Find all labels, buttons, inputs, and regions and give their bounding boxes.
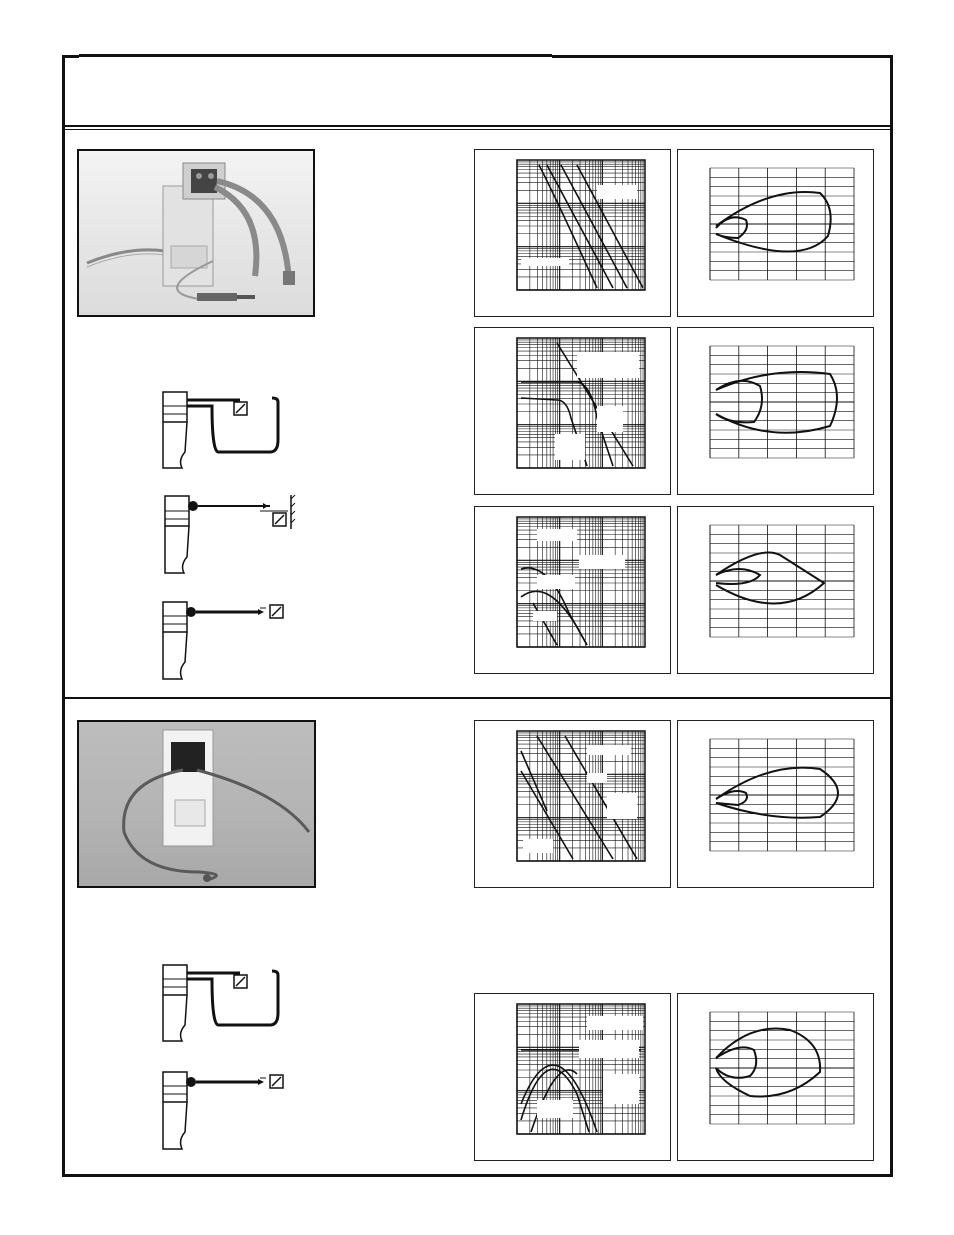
label-area [587, 1016, 643, 1030]
label-area [537, 1100, 573, 1118]
product-photo-steel-cables [77, 149, 315, 317]
label-area [523, 839, 553, 853]
label-area [587, 773, 607, 783]
opposed-mode-diagram-2 [160, 1070, 300, 1152]
excess-gain-graph-1 [474, 149, 671, 317]
plot-area [517, 517, 645, 647]
section-divider [64, 697, 890, 699]
beam-pattern-graph-4 [677, 720, 874, 888]
label-area [577, 352, 639, 378]
excess-gain-graph-2 [474, 327, 671, 495]
label-area [597, 185, 637, 199]
label-area [533, 611, 557, 621]
label-area [579, 1040, 639, 1058]
beam-pattern-graph-3 [677, 506, 874, 674]
beam-pattern-graph-2 [677, 327, 874, 495]
excess-gain-graph-5 [474, 993, 671, 1161]
header-title [80, 70, 870, 110]
label-area [579, 555, 625, 569]
label-area [537, 529, 577, 541]
beam-pattern-graph-5 [677, 993, 874, 1161]
label-area [521, 258, 569, 266]
excess-gain-graph-4 [474, 720, 671, 888]
product-photo-plastic-cable [77, 720, 316, 888]
diffuse-mode-diagram [160, 390, 300, 472]
header-tab-edge [79, 54, 552, 57]
label-area [537, 575, 575, 589]
retro-mode-diagram [160, 493, 300, 575]
header-rule-inner [64, 129, 890, 130]
label-area [587, 745, 631, 755]
label-area [555, 434, 585, 460]
header-rule [64, 125, 890, 127]
excess-gain-graph-3 [474, 506, 671, 674]
label-area [607, 793, 637, 819]
plot-area [517, 160, 645, 290]
label-area [597, 406, 623, 432]
opposed-mode-diagram [160, 600, 300, 682]
label-area [603, 1074, 639, 1104]
beam-pattern-graph-1 [677, 149, 874, 317]
diffuse-mode-diagram-2 [160, 963, 300, 1045]
